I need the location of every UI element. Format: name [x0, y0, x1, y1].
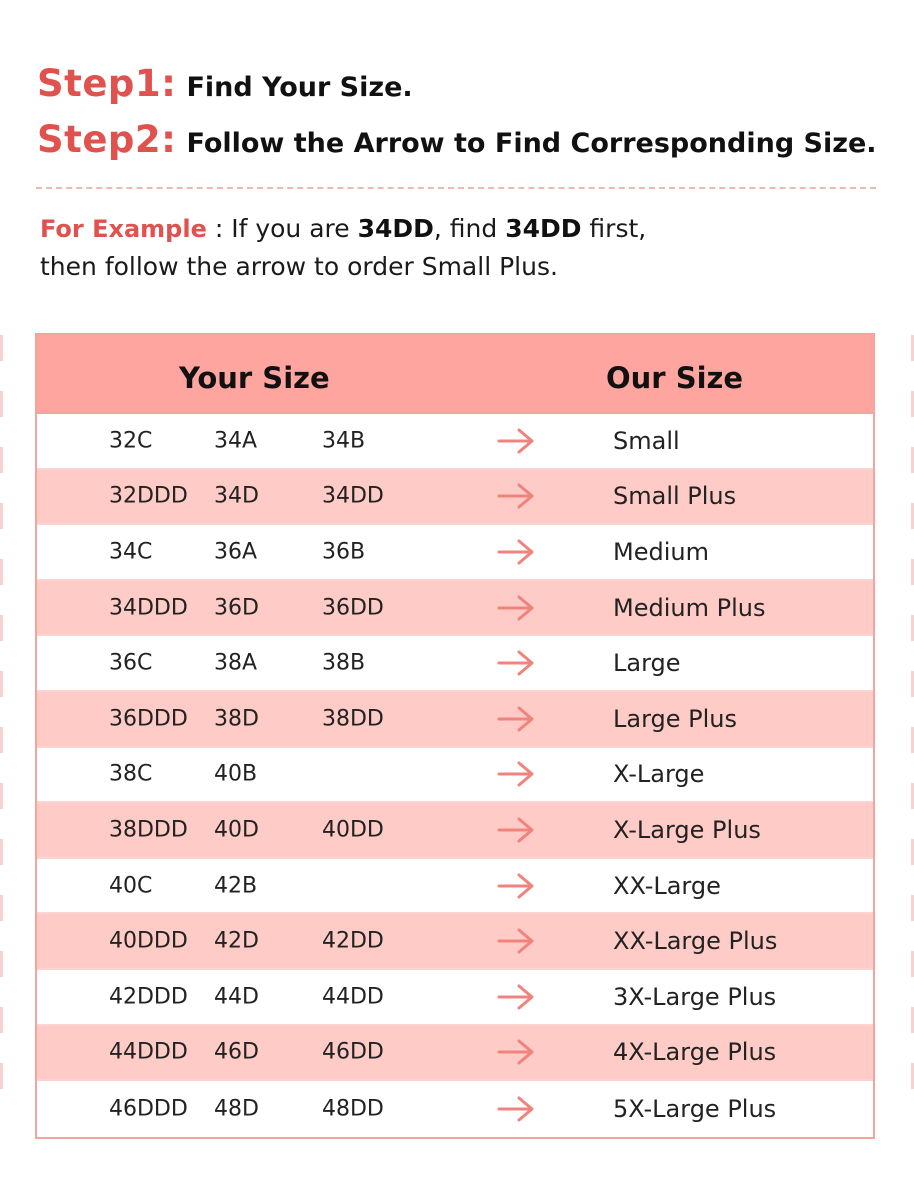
your-size-cell: 38D [214, 706, 259, 732]
your-size-cell: 36D [214, 595, 259, 621]
table-row [37, 525, 873, 581]
your-size-cell: 34DDD [109, 595, 188, 621]
our-size-cell: 5X-Large Plus [613, 1094, 777, 1123]
arrow-right-icon [497, 873, 535, 899]
arrow-right-icon [497, 1096, 535, 1122]
your-size-cell: 42D [214, 928, 259, 954]
header-our-size: Our Size [606, 361, 744, 395]
our-size-cell: Medium Plus [613, 593, 766, 622]
arrow-right-icon [497, 1039, 535, 1065]
table-row [37, 748, 873, 804]
example-line-2: then follow the arrow to order Small Plus. [40, 252, 558, 281]
table-row [37, 1081, 873, 1137]
your-size-cell: 36DDD [109, 706, 188, 732]
example-tail: first, [581, 214, 647, 243]
left-edge-mark [0, 559, 3, 585]
example-mid: , find [433, 214, 506, 243]
left-edge-mark [0, 783, 3, 809]
left-edge-mark [0, 1007, 3, 1033]
your-size-cell: 48D [214, 1096, 259, 1122]
your-size-cell: 34D [214, 483, 259, 509]
step-1 [37, 62, 877, 118]
example-sep: : If you are [206, 214, 358, 243]
your-size-cell: 46DD [322, 1039, 384, 1065]
step-1-text: Find Your Size. [186, 72, 413, 103]
example-size-1: 34DD [357, 214, 434, 243]
table-row [37, 803, 873, 859]
our-size-cell: X-Large Plus [613, 815, 761, 844]
our-size-cell: 4X-Large Plus [613, 1038, 777, 1067]
our-size-cell: 3X-Large Plus [613, 982, 777, 1011]
your-size-cell: 40DD [322, 817, 384, 843]
your-size-cell: 42DDD [109, 984, 188, 1010]
table-row [37, 859, 873, 915]
left-edge-mark [0, 727, 3, 753]
example-line-1 [40, 210, 646, 248]
left-edge-mark [0, 839, 3, 865]
table-row [37, 414, 873, 470]
table-row [37, 636, 873, 692]
header-your-size: Your Size [179, 361, 330, 395]
our-size-cell: Small Plus [613, 482, 737, 511]
our-size-cell: XX-Large [613, 871, 721, 900]
example-size-2: 34DD [505, 214, 582, 243]
your-size-cell: 38DDD [109, 817, 188, 843]
our-size-cell: Medium [613, 537, 709, 566]
our-size-cell: Large [613, 649, 681, 678]
our-size-cell: Large Plus [613, 704, 738, 733]
left-edge-mark [0, 503, 3, 529]
your-size-cell: 36C [109, 650, 153, 676]
our-size-cell: XX-Large Plus [613, 927, 778, 956]
your-size-cell: 42B [214, 873, 258, 899]
your-size-cell: 36B [322, 539, 366, 565]
left-edge-mark [0, 951, 3, 977]
our-size-cell: Small [613, 426, 680, 455]
your-size-cell: 34A [214, 428, 258, 454]
table-row [37, 692, 873, 748]
table-row [37, 470, 873, 526]
steps [37, 62, 877, 174]
your-size-cell: 44DD [322, 984, 384, 1010]
left-edge-mark [0, 1063, 3, 1089]
table-row [37, 1026, 873, 1082]
your-size-cell: 40D [214, 817, 259, 843]
arrow-right-icon [497, 928, 535, 954]
step-2 [37, 118, 877, 174]
your-size-cell: 48DD [322, 1096, 384, 1122]
table-row [37, 970, 873, 1026]
example-label: For Example [40, 215, 207, 243]
your-size-cell: 34B [322, 428, 366, 454]
step-1-label: Step1: [37, 62, 177, 105]
your-size-cell: 38A [214, 650, 258, 676]
dashed-divider [36, 187, 876, 189]
left-edge-mark [0, 671, 3, 697]
your-size-cell: 32DDD [109, 483, 188, 509]
left-edge-mark [0, 335, 3, 361]
our-size-cell: X-Large [613, 760, 705, 789]
table-header [37, 335, 873, 414]
your-size-cell: 40DDD [109, 928, 188, 954]
table-body [37, 414, 873, 1137]
left-edge-mark [0, 447, 3, 473]
arrow-right-icon [497, 706, 535, 732]
arrow-right-icon [497, 595, 535, 621]
arrow-right-icon [497, 483, 535, 509]
your-size-cell: 44DDD [109, 1039, 188, 1065]
arrow-right-icon [497, 984, 535, 1010]
arrow-right-icon [497, 539, 535, 565]
arrow-right-icon [497, 650, 535, 676]
your-size-cell: 32C [109, 428, 153, 454]
left-edge-mark [0, 895, 3, 921]
table-row [37, 914, 873, 970]
your-size-cell: 34C [109, 539, 153, 565]
left-edge-mark [0, 391, 3, 417]
your-size-cell: 38C [109, 761, 153, 787]
your-size-cell: 40B [214, 761, 258, 787]
your-size-cell: 34DD [322, 483, 384, 509]
your-size-cell: 36DD [322, 595, 384, 621]
your-size-cell: 38B [322, 650, 366, 676]
your-size-cell: 46D [214, 1039, 259, 1065]
size-table [35, 333, 875, 1139]
your-size-cell: 36A [214, 539, 258, 565]
your-size-cell: 46DDD [109, 1096, 188, 1122]
left-edge-mark [0, 615, 3, 641]
example-text [40, 210, 646, 286]
arrow-right-icon [497, 761, 535, 787]
arrow-right-icon [497, 428, 535, 454]
step-2-text: Follow the Arrow to Find Corresponding Size. [186, 128, 877, 159]
your-size-cell: 38DD [322, 706, 384, 732]
table-row [37, 581, 873, 637]
your-size-cell: 40C [109, 873, 153, 899]
step-2-label: Step2: [37, 118, 177, 161]
your-size-cell: 44D [214, 984, 259, 1010]
arrow-right-icon [497, 817, 535, 843]
your-size-cell: 42DD [322, 928, 384, 954]
